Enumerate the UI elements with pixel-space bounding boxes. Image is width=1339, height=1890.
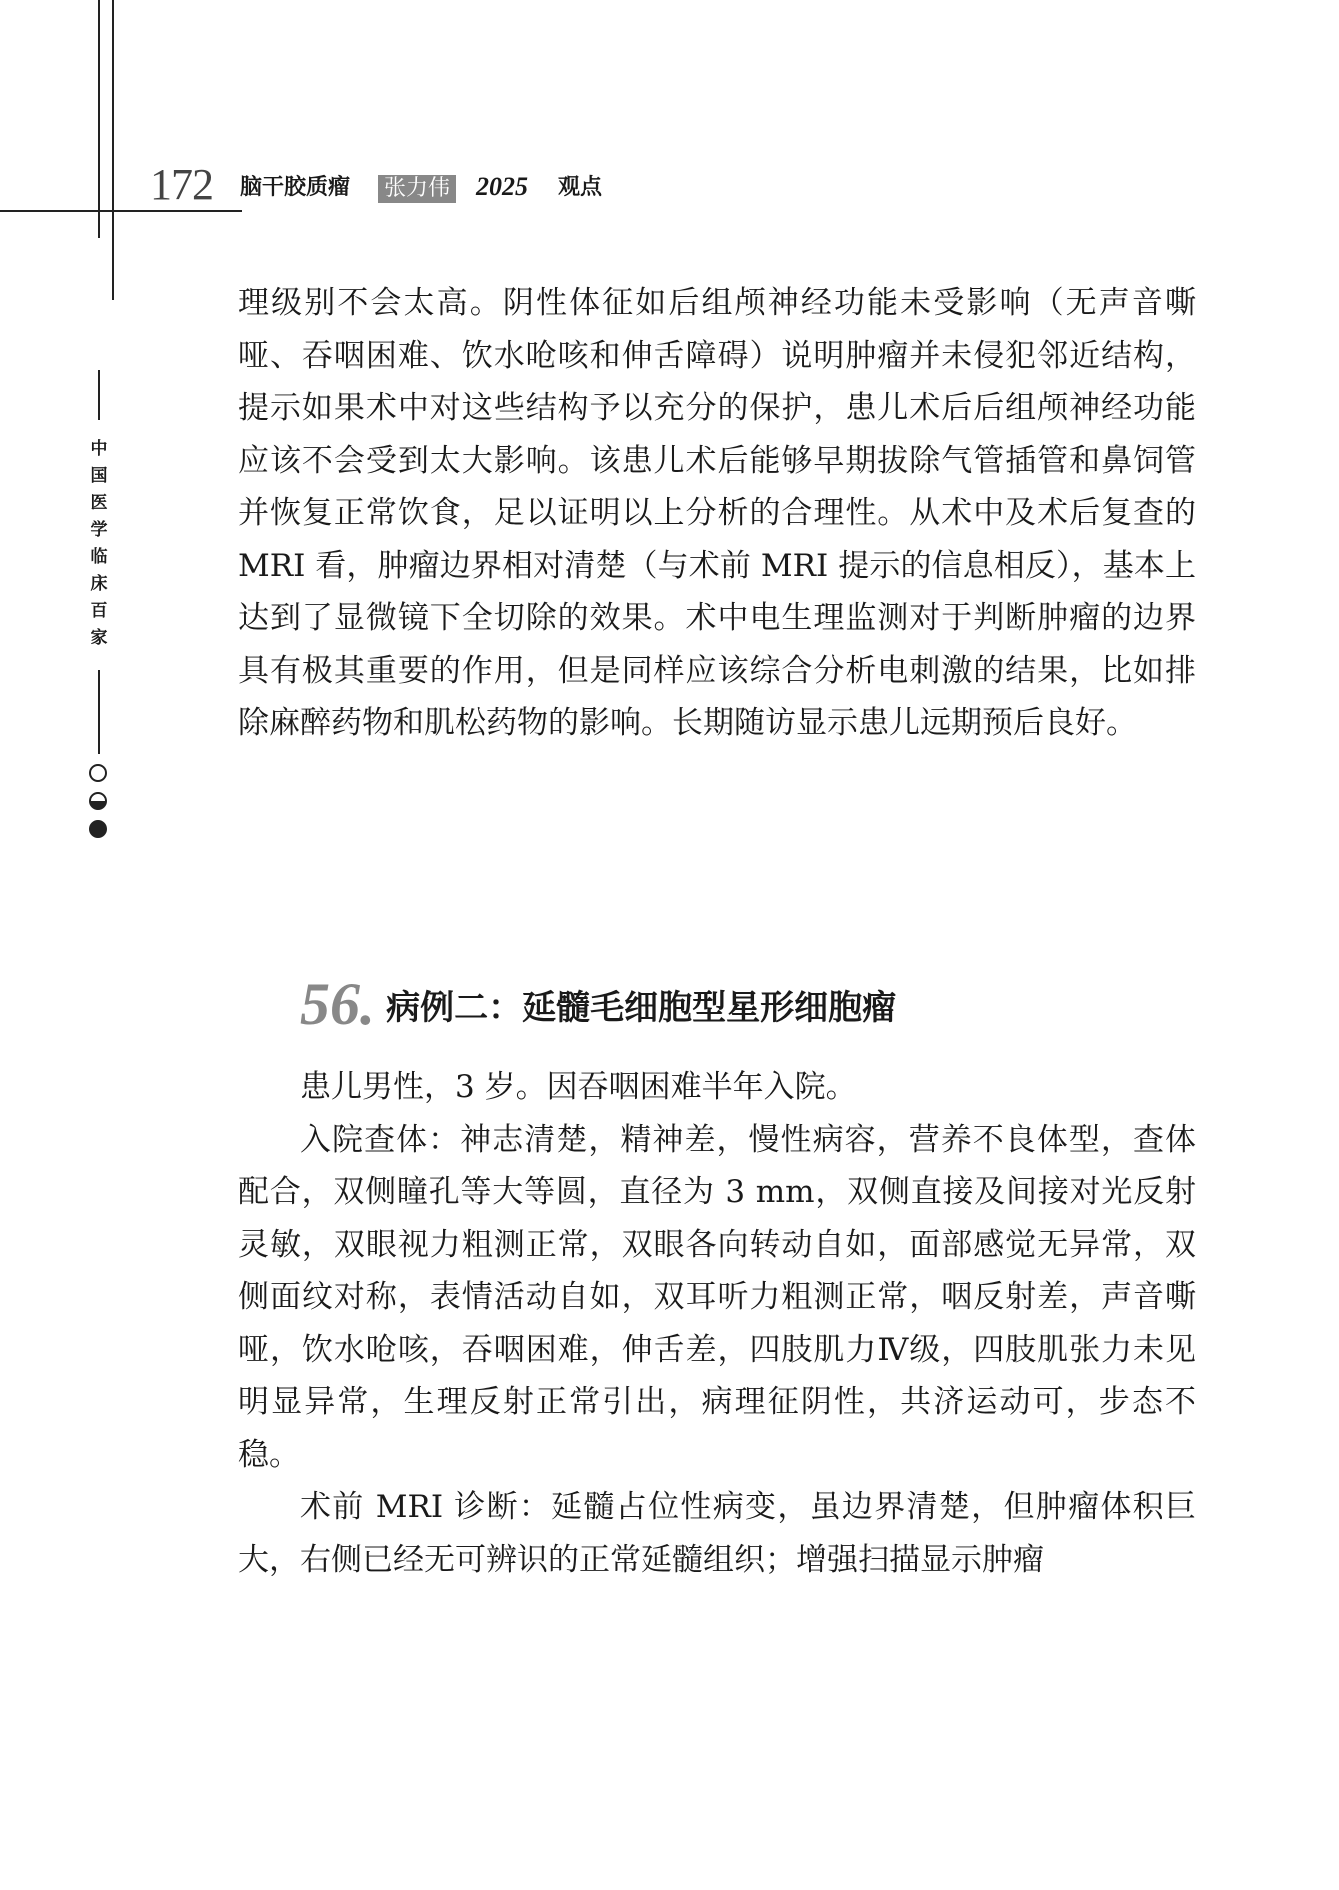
vertical-rule-right — [112, 0, 114, 300]
case-paragraphs — [238, 1061, 1196, 1586]
author-badge: 张力伟 — [378, 175, 456, 203]
paragraph: 入院查体：神志清楚，精神差，慢性病容，营养不良体型，查体配合，双侧瞳孔等大等圆，直径为 3 mm，双侧直接及间接对光反射灵敏，双眼视力粗测正常，双眼各向转动自如，面部感觉无异常，双侧面纹对称，表情活动自如，双耳听力粗测正常，咽反射差，声音嘶哑，饮水呛咳，吞咽困难，伸舌差，四肢肌力Ⅳ级，四肢肌张力未见明显异常，生理反射正常引出，病理征阴性，共济运动可，步态不稳。 — [238, 1121, 1196, 1473]
page-number: 172 — [150, 160, 213, 209]
sidebar-rule-top — [98, 370, 100, 420]
circle-filled-icon — [89, 820, 107, 838]
paragraph-continued: 理级别不会太高。阴性体征如后组颅神经功能未受影响（无声音嘶哑、吞咽困难、饮水呛咳和伸舌障碍）说明肿瘤并未侵犯邻近结构，提示如果术中对这些结构予以充分的保护，患儿术后后组颅神经功能应该不会受到太大影响。该患儿术后能够早期拔除气管插管和鼻饲管并恢复正常饮食，足以证明以上分析的合理性。从术中及术后复查的 MRI 看，肿瘤边界相对清楚（与术前 MRI 提示的信息相反），基本上达到了显微镜下全切除的效果。术中电生理监测对于判断肿瘤的边界具有极其重要的作用，但是同样应该综合分析电刺激的结果，比如排除麻醉药物和肌松药物的影响。长期随访显示患儿远期预后良好。 — [238, 285, 1196, 741]
section-heading — [300, 970, 896, 1039]
vertical-rule-left — [98, 0, 100, 238]
book-title: 脑干胶质瘤 — [240, 175, 351, 200]
paragraph: 术前 MRI 诊断：延髓占位性病变，虽边界清楚，但肿瘤体积巨大，右侧已经无可辨识的正常延髓组织；增强扫描显示肿瘤 — [238, 1489, 1196, 1578]
series-title: 中国医学临床百家 — [90, 439, 108, 648]
paragraph: 患儿男性，3 岁。因吞咽困难半年入院。 — [300, 1069, 857, 1105]
circle-empty-icon — [89, 764, 107, 782]
header-year: 2025 — [476, 172, 528, 201]
continued-paragraph-block — [238, 277, 1196, 750]
header-rule — [0, 210, 242, 212]
section-number: 56. — [300, 971, 375, 1037]
circle-half-icon — [89, 792, 107, 810]
header-subtitle: 观点 — [558, 175, 603, 200]
sidebar-rule-bottom — [98, 670, 100, 754]
section-title: 病例二：延髓毛细胞型星形细胞瘤 — [386, 988, 897, 1028]
